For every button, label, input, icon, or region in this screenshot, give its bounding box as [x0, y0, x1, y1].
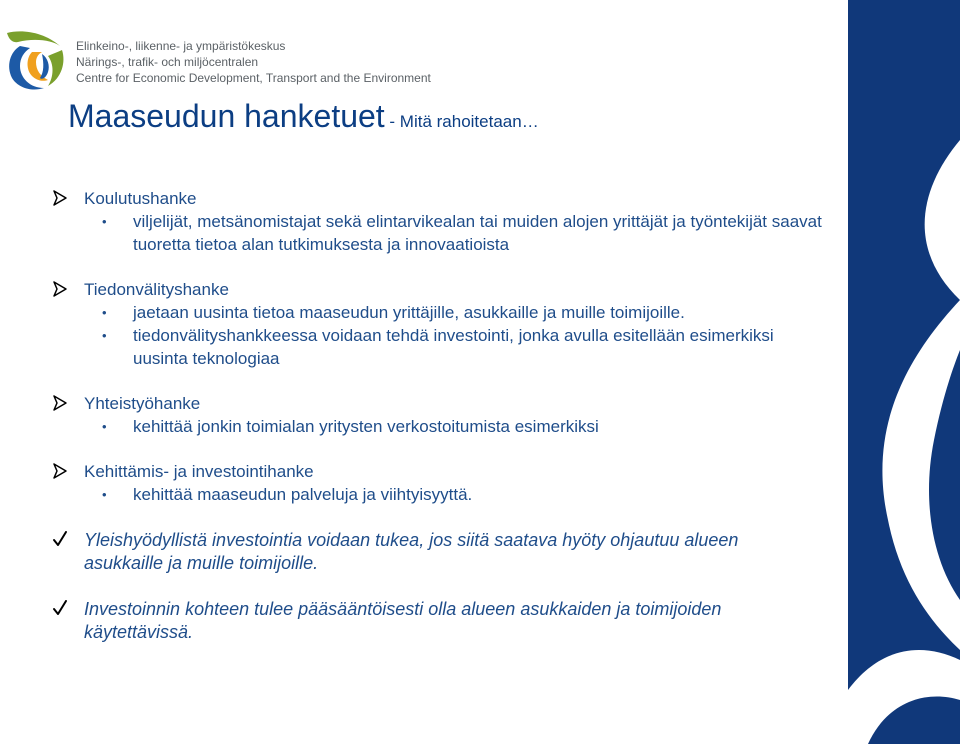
- note-item: [52, 598, 822, 644]
- bullet-dot: •: [102, 214, 107, 229]
- section-kehittamis-ja-investointihanke: [52, 461, 822, 483]
- page-title: [68, 98, 539, 135]
- ely-centre-logo: [4, 26, 68, 92]
- bullet-text: kehittää maaseudun palveluja ja viihtyisyyttä.: [133, 485, 473, 504]
- bullet-dot: •: [102, 328, 107, 343]
- section-heading: Kehittämis- ja investointihanke: [84, 462, 314, 481]
- bullet-item: [52, 324, 822, 370]
- org-name-fi: Elinkeino-, liikenne- ja ympäristökeskus: [76, 39, 286, 53]
- bullet-item: [52, 210, 822, 256]
- arrowhead-icon: [52, 189, 68, 207]
- bullet-text: tiedonvälityshankkeessa voidaan tehdä investointi, jonka avulla esitellään esimerkiksi uusinta teknologiaa: [133, 326, 774, 368]
- bullet-item: [52, 483, 822, 506]
- section-heading: Koulutushanke: [84, 189, 197, 208]
- checkmark-icon: [52, 599, 68, 617]
- section-heading: Tiedonvälityshanke: [84, 280, 229, 299]
- section-koulutushanke: [52, 188, 822, 210]
- bullet-dot: •: [102, 419, 107, 434]
- note-item: [52, 529, 822, 575]
- arrowhead-icon: [52, 280, 68, 298]
- bullet-dot: •: [102, 305, 107, 320]
- bullet-text: viljelijät, metsänomistajat sekä elintarvikealan tai muiden alojen yrittäjät ja työntekijät saavat tuoretta tietoa alan tutkimuksesta ja innovaatioista: [133, 212, 822, 254]
- slide-content: [52, 188, 822, 644]
- note-text: Investoinnin kohteen tulee pääsääntöisesti olla alueen asukkaiden ja toimijoiden käytettävissä.: [84, 599, 722, 642]
- org-name-en: Centre for Economic Development, Transport and the Environment: [76, 71, 431, 85]
- bullet-text: jaetaan uusinta tietoa maaseudun yrittäjille, asukkaille ja muille toimijoille.: [133, 303, 685, 322]
- org-name-sv: Närings-, trafik- och miljöcentralen: [76, 55, 259, 69]
- arrowhead-icon: [52, 394, 68, 412]
- organisation-name: [76, 38, 431, 86]
- note-text: Yleishyödyllistä investointia voidaan tukea, jos siitä saatava hyöty ohjautuu alueen asukkaille ja muille toimijoille.: [84, 530, 739, 573]
- bullet-item: [52, 301, 822, 324]
- bullet-text: kehittää jonkin toimialan yritysten verkostoitumista esimerkiksi: [133, 417, 599, 436]
- title-main: Maaseudun hanketuet: [68, 98, 385, 134]
- section-heading: Yhteistyöhanke: [84, 394, 201, 413]
- arrowhead-icon: [52, 462, 68, 480]
- decorative-side-band: [848, 0, 960, 744]
- checkmark-icon: [52, 530, 68, 548]
- title-subtitle: - Mitä rahoitetaan…: [384, 112, 539, 131]
- section-yhteistyohanke: [52, 393, 822, 415]
- bullet-dot: •: [102, 487, 107, 502]
- bullet-item: [52, 415, 822, 438]
- section-tiedonvalityshanke: [52, 279, 822, 301]
